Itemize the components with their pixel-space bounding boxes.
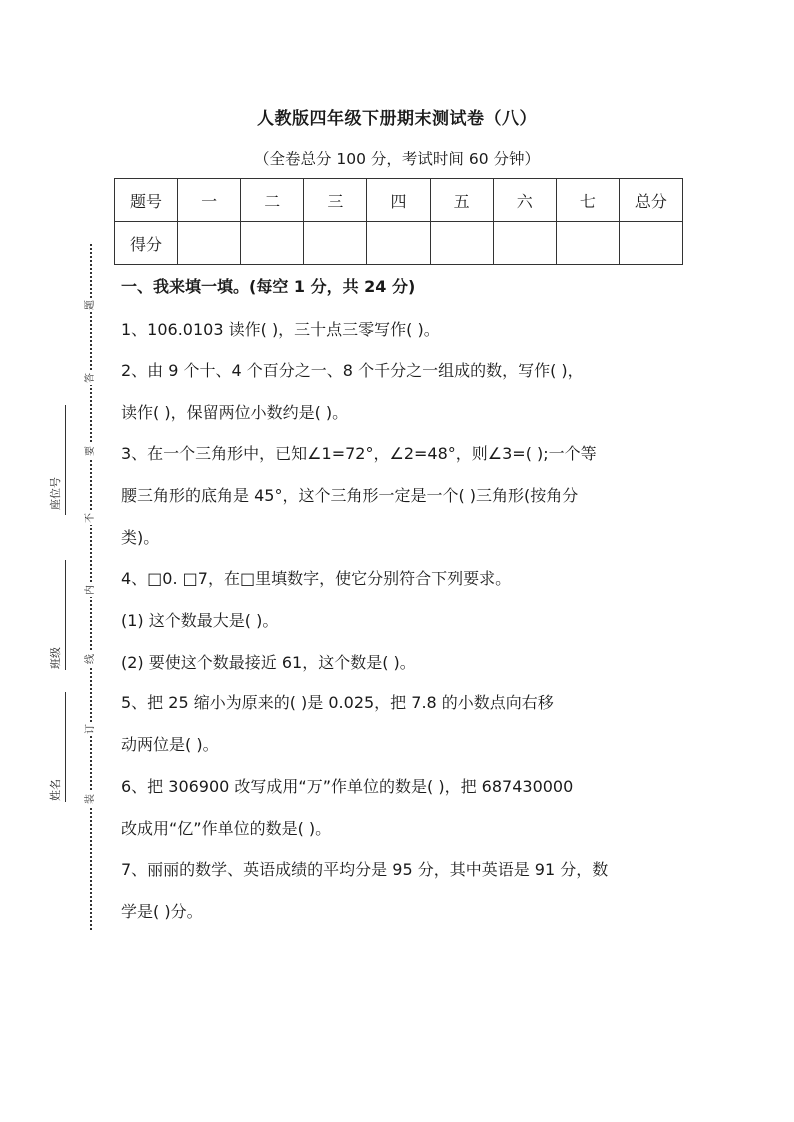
name-field[interactable]: [46, 692, 70, 802]
section-heading: 一、我来填一填。(每空 1 分，共 24 分): [121, 277, 416, 296]
score-header-cell: 三: [304, 179, 367, 222]
score-cell[interactable]: [619, 222, 682, 265]
score-header-cell: 七: [556, 179, 619, 222]
score-header-cell: 总分: [619, 179, 682, 222]
field-label: 姓名: [49, 779, 62, 801]
score-header-cell: 一: [178, 179, 241, 222]
score-cell[interactable]: [493, 222, 556, 265]
question-line: (2) 要使这个数最接近 61，这个数是( )。: [121, 653, 416, 672]
exam-info: （全卷总分 100 分，考试时间 60 分钟）: [253, 150, 541, 168]
question-line: 1、106.0103 读作( )，三十点三零写作( )。: [121, 320, 440, 339]
seat-number-field[interactable]: [46, 405, 70, 515]
field-label: 座位号: [49, 477, 62, 510]
class-field[interactable]: [46, 560, 70, 670]
score-cell[interactable]: [556, 222, 619, 265]
question-line: 5、把 25 缩小为原来的( )是 0.025，把 7.8 的小数点向右移: [121, 693, 554, 712]
question-line: 3、在一个三角形中，已知∠1=72°，∠2=48°，则∠3=( );一个等: [121, 444, 597, 463]
binding-word: 不: [85, 513, 96, 523]
binding-word: 答: [85, 373, 96, 383]
question-line: 4、□0. □7，在□里填数字，使它分别符合下列要求。: [121, 569, 512, 588]
score-table: [114, 178, 683, 265]
question-line: 动两位是( )。: [121, 735, 219, 754]
question-line: 学是( )分。: [121, 902, 203, 921]
score-header-cell: 题号: [115, 179, 178, 222]
score-header-cell: 四: [367, 179, 430, 222]
field-underline: [65, 560, 66, 670]
score-header-cell: 六: [493, 179, 556, 222]
question-line: 7、丽丽的数学、英语成绩的平均分是 95 分，其中英语是 91 分，数: [121, 860, 609, 879]
field-underline: [65, 405, 66, 515]
field-label: 班级: [49, 647, 62, 669]
binding-word: 题: [85, 300, 96, 310]
question-line: (1) 这个数最大是( )。: [121, 611, 279, 630]
score-row-label: 得分: [115, 222, 178, 265]
score-cell[interactable]: [304, 222, 367, 265]
question-line: 6、把 306900 改写成用“万”作单位的数是( )，把 687430000: [121, 777, 574, 796]
field-underline: [65, 692, 66, 802]
binding-word: 线: [85, 654, 96, 664]
binding-word: 订: [85, 724, 96, 734]
score-table-score-row: [115, 222, 683, 265]
score-header-cell: 二: [241, 179, 304, 222]
score-cell[interactable]: [241, 222, 304, 265]
score-table-header-row: [115, 179, 683, 222]
binding-word: 内: [85, 585, 96, 595]
score-cell[interactable]: [178, 222, 241, 265]
score-cell[interactable]: [367, 222, 430, 265]
page-title: 人教版四年级下册期末测试卷（八）: [257, 109, 537, 129]
score-cell[interactable]: [430, 222, 493, 265]
question-line: 2、由 9 个十、4 个百分之一、8 个千分之一组成的数，写作( )，: [121, 361, 584, 380]
question-line: 腰三角形的底角是 45°，这个三角形一定是一个( )三角形(按角分: [121, 486, 579, 505]
binding-word: 装: [85, 794, 96, 804]
question-line: 读作( )，保留两位小数约是( )。: [121, 403, 349, 422]
binding-word: 要: [85, 446, 96, 456]
question-line: 改成用“亿”作单位的数是( )。: [121, 819, 332, 838]
score-header-cell: 五: [430, 179, 493, 222]
question-line: 类)。: [121, 528, 160, 547]
